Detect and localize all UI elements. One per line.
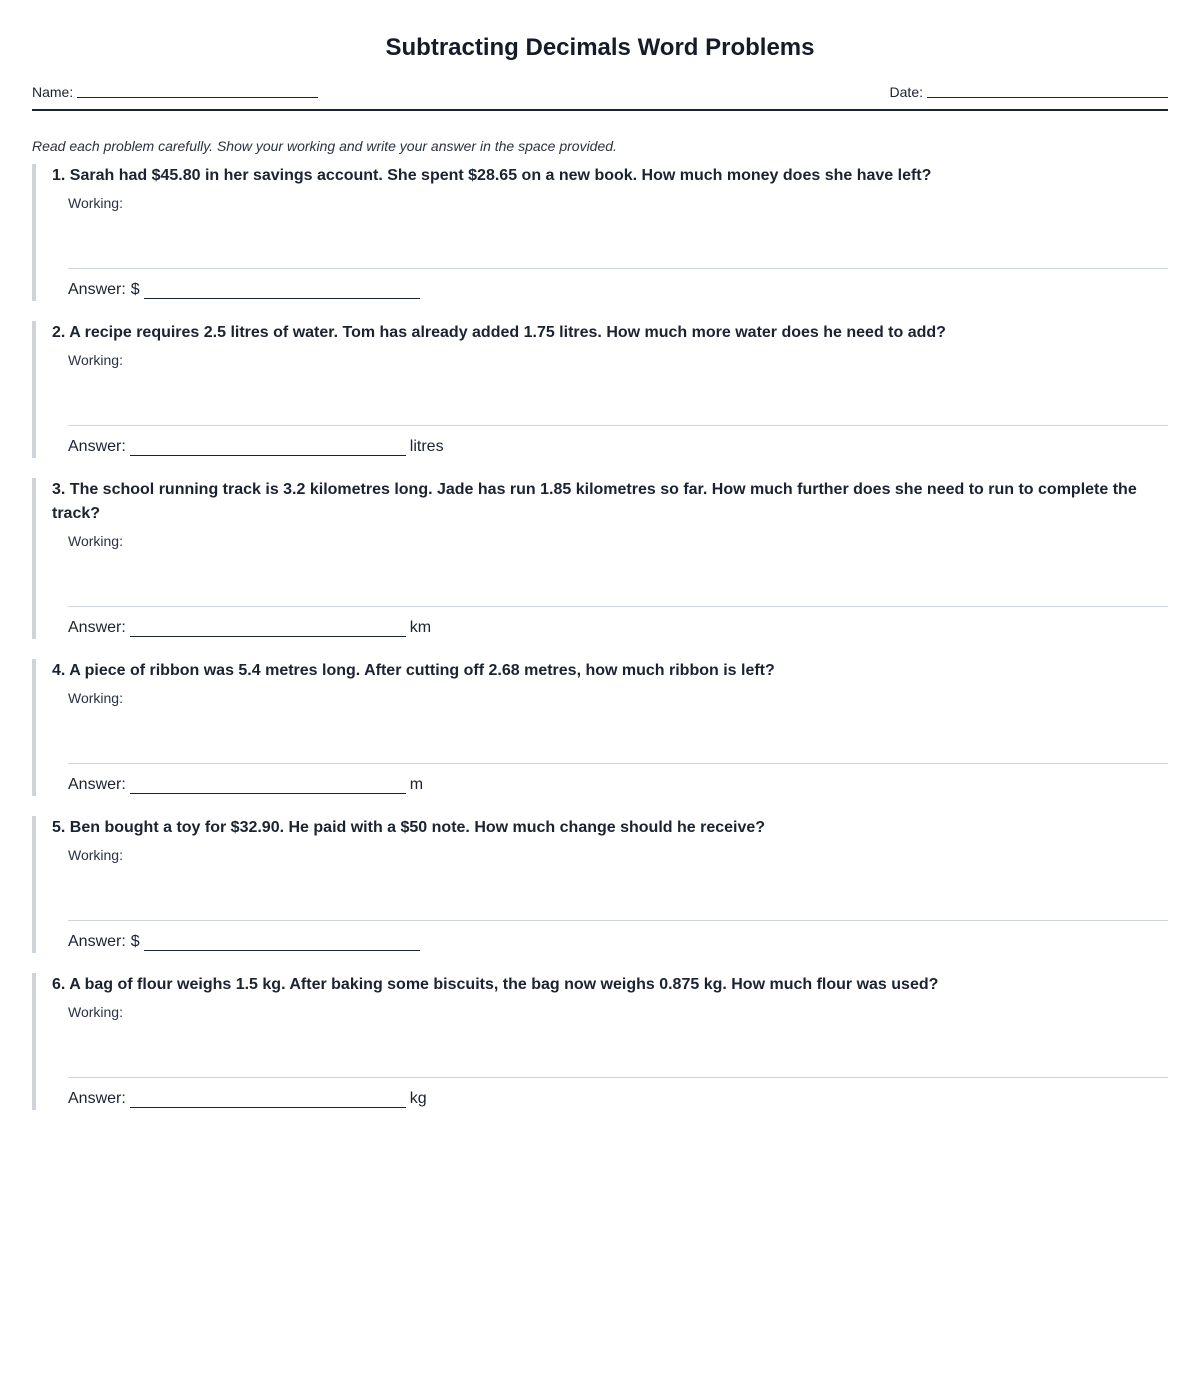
answer-input-line[interactable] [130, 437, 406, 456]
answer-input-line[interactable] [144, 932, 420, 951]
date-input-line[interactable] [927, 83, 1168, 98]
date-field [890, 83, 1168, 100]
name-label: Name: [32, 84, 74, 100]
header-divider [32, 109, 1168, 111]
answer-input-line[interactable] [144, 280, 420, 299]
working-area-divider[interactable] [68, 606, 1168, 607]
problem-list [32, 164, 1168, 1110]
problem-5 [32, 816, 1168, 953]
answer-input-line[interactable] [130, 1089, 406, 1108]
answer-prefix: $ [130, 281, 140, 298]
question-text: 4. A piece of ribbon was 5.4 metres long. After cutting off 2.68 metres, how much ribbon is left? [52, 662, 775, 679]
problem-2 [32, 321, 1168, 458]
answer-suffix: m [409, 776, 424, 793]
working-label: Working: [68, 1004, 123, 1020]
student-info-row [32, 80, 1168, 100]
answer-row [68, 1088, 1168, 1110]
answer-label: Answer: [68, 1090, 126, 1107]
problem-1 [32, 164, 1168, 301]
page-title: Subtracting Decimals Word Problems [385, 34, 815, 61]
problem-4 [32, 659, 1168, 796]
answer-suffix: km [409, 619, 432, 636]
working-area-divider[interactable] [68, 268, 1168, 269]
answer-label: Answer: [68, 281, 126, 298]
answer-row [68, 279, 1168, 301]
answer-row [68, 436, 1168, 458]
question-text: 5. Ben bought a toy for $32.90. He paid with a $50 note. How much change should he receive? [52, 819, 766, 836]
answer-row [68, 931, 1168, 953]
question-text: 1. Sarah had $45.80 in her savings account. She spent $28.65 on a new book. How much money does she have left? [52, 167, 932, 184]
working-area-divider[interactable] [68, 920, 1168, 921]
answer-row [68, 774, 1168, 796]
answer-label: Answer: [68, 933, 126, 950]
working-label: Working: [68, 690, 123, 706]
problem-3 [32, 478, 1168, 639]
answer-suffix: litres [409, 438, 444, 455]
answer-input-line[interactable] [130, 775, 406, 794]
working-label: Working: [68, 352, 123, 368]
working-area-divider[interactable] [68, 763, 1168, 764]
instructions-text: Read each problem carefully. Show your working and write your answer in the space provided. [32, 138, 617, 154]
answer-input-line[interactable] [130, 618, 406, 637]
answer-prefix: $ [130, 933, 140, 950]
problem-6 [32, 973, 1168, 1110]
answer-row [68, 617, 1168, 639]
working-area-divider[interactable] [68, 425, 1168, 426]
answer-label: Answer: [68, 619, 126, 636]
question-text: 2. A recipe requires 2.5 litres of water. Tom has already added 1.75 litres. How much more water does he need to add? [52, 324, 946, 341]
question-text: 6. A bag of flour weighs 1.5 kg. After baking some biscuits, the bag now weighs 0.875 kg. How much flour was used? [52, 976, 939, 993]
working-label: Working: [68, 847, 123, 863]
name-field [32, 83, 318, 100]
working-label: Working: [68, 533, 123, 549]
answer-suffix: kg [409, 1090, 427, 1107]
answer-label: Answer: [68, 776, 126, 793]
date-label: Date: [889, 84, 923, 100]
working-area-divider[interactable] [68, 1077, 1168, 1078]
question-text: 3. The school running track is 3.2 kilometres long. Jade has run 1.85 kilometres so far. How much further does she need to run to complete the track? [52, 481, 1137, 522]
working-label: Working: [68, 195, 123, 211]
answer-label: Answer: [68, 438, 126, 455]
name-input-line[interactable] [77, 83, 318, 98]
